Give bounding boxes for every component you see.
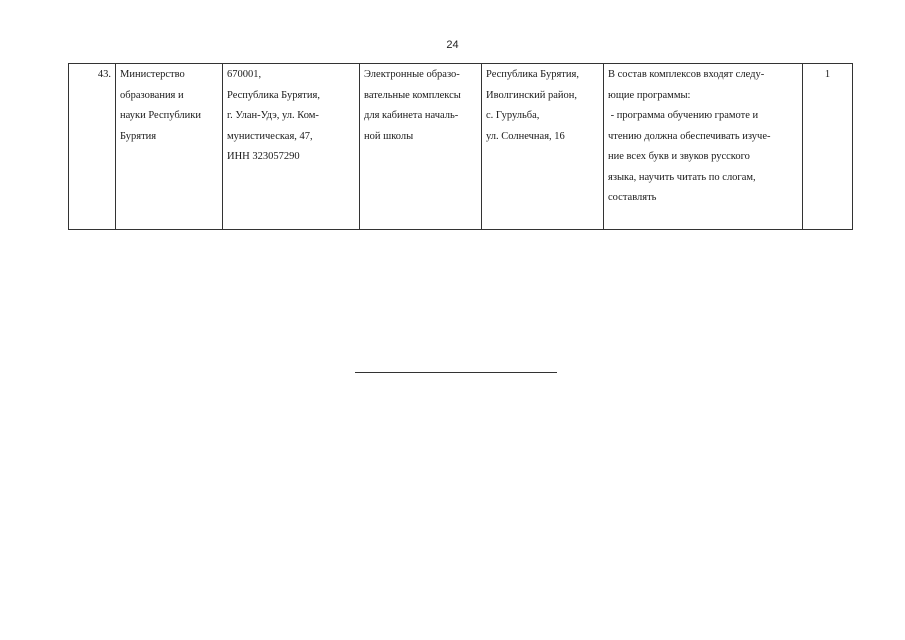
item-name-line: для кабинета началь-	[364, 110, 459, 121]
organization-line: Бурятия	[120, 130, 157, 142]
item-name-cell	[360, 64, 482, 230]
row-number-cell: 43.	[69, 64, 116, 230]
description-line: - программа обучению грамоте и	[608, 110, 759, 121]
item-name-line: вательные комплексы	[364, 89, 461, 101]
location-line: Иволгинский район,	[486, 89, 578, 101]
end-of-document-rule	[355, 372, 557, 373]
location-line: ул. Солнечная, 16	[486, 130, 565, 142]
page-number: 24	[446, 39, 459, 51]
organization-cell	[116, 64, 223, 230]
item-name-line: Электронные образо-	[364, 69, 460, 80]
description-cell	[604, 64, 803, 230]
location-line: Республика Бурятия,	[486, 69, 579, 80]
address-line: 670001,	[227, 69, 262, 80]
location-cell	[482, 64, 604, 230]
item-name-line: ной школы	[364, 130, 414, 142]
description-line: чтению должна обеспечивать изуче-	[608, 130, 771, 142]
quantity-cell: 1	[803, 64, 853, 230]
description-line: В состав комплексов входят следу-	[608, 69, 765, 80]
organization-line: Министерство	[120, 69, 185, 80]
address-line: ИНН 323057290	[227, 151, 300, 162]
description-line: составлять	[608, 192, 657, 203]
registry-table	[68, 63, 853, 230]
address-cell	[223, 64, 360, 230]
description-line: ющие программы:	[608, 89, 691, 101]
address-line: г. Улан-Удэ, ул. Ком-	[227, 110, 319, 121]
address-line: мунистическая, 47,	[227, 130, 313, 142]
organization-line: образования и	[120, 89, 184, 101]
table-row	[69, 64, 853, 230]
organization-line: науки Республики	[120, 110, 202, 121]
location-line: с. Гурульба,	[486, 110, 540, 121]
description-line: ние всех букв и звуков русского	[608, 151, 750, 162]
address-line: Республика Бурятия,	[227, 89, 320, 101]
description-line: языка, научить читать по слогам,	[608, 171, 756, 183]
